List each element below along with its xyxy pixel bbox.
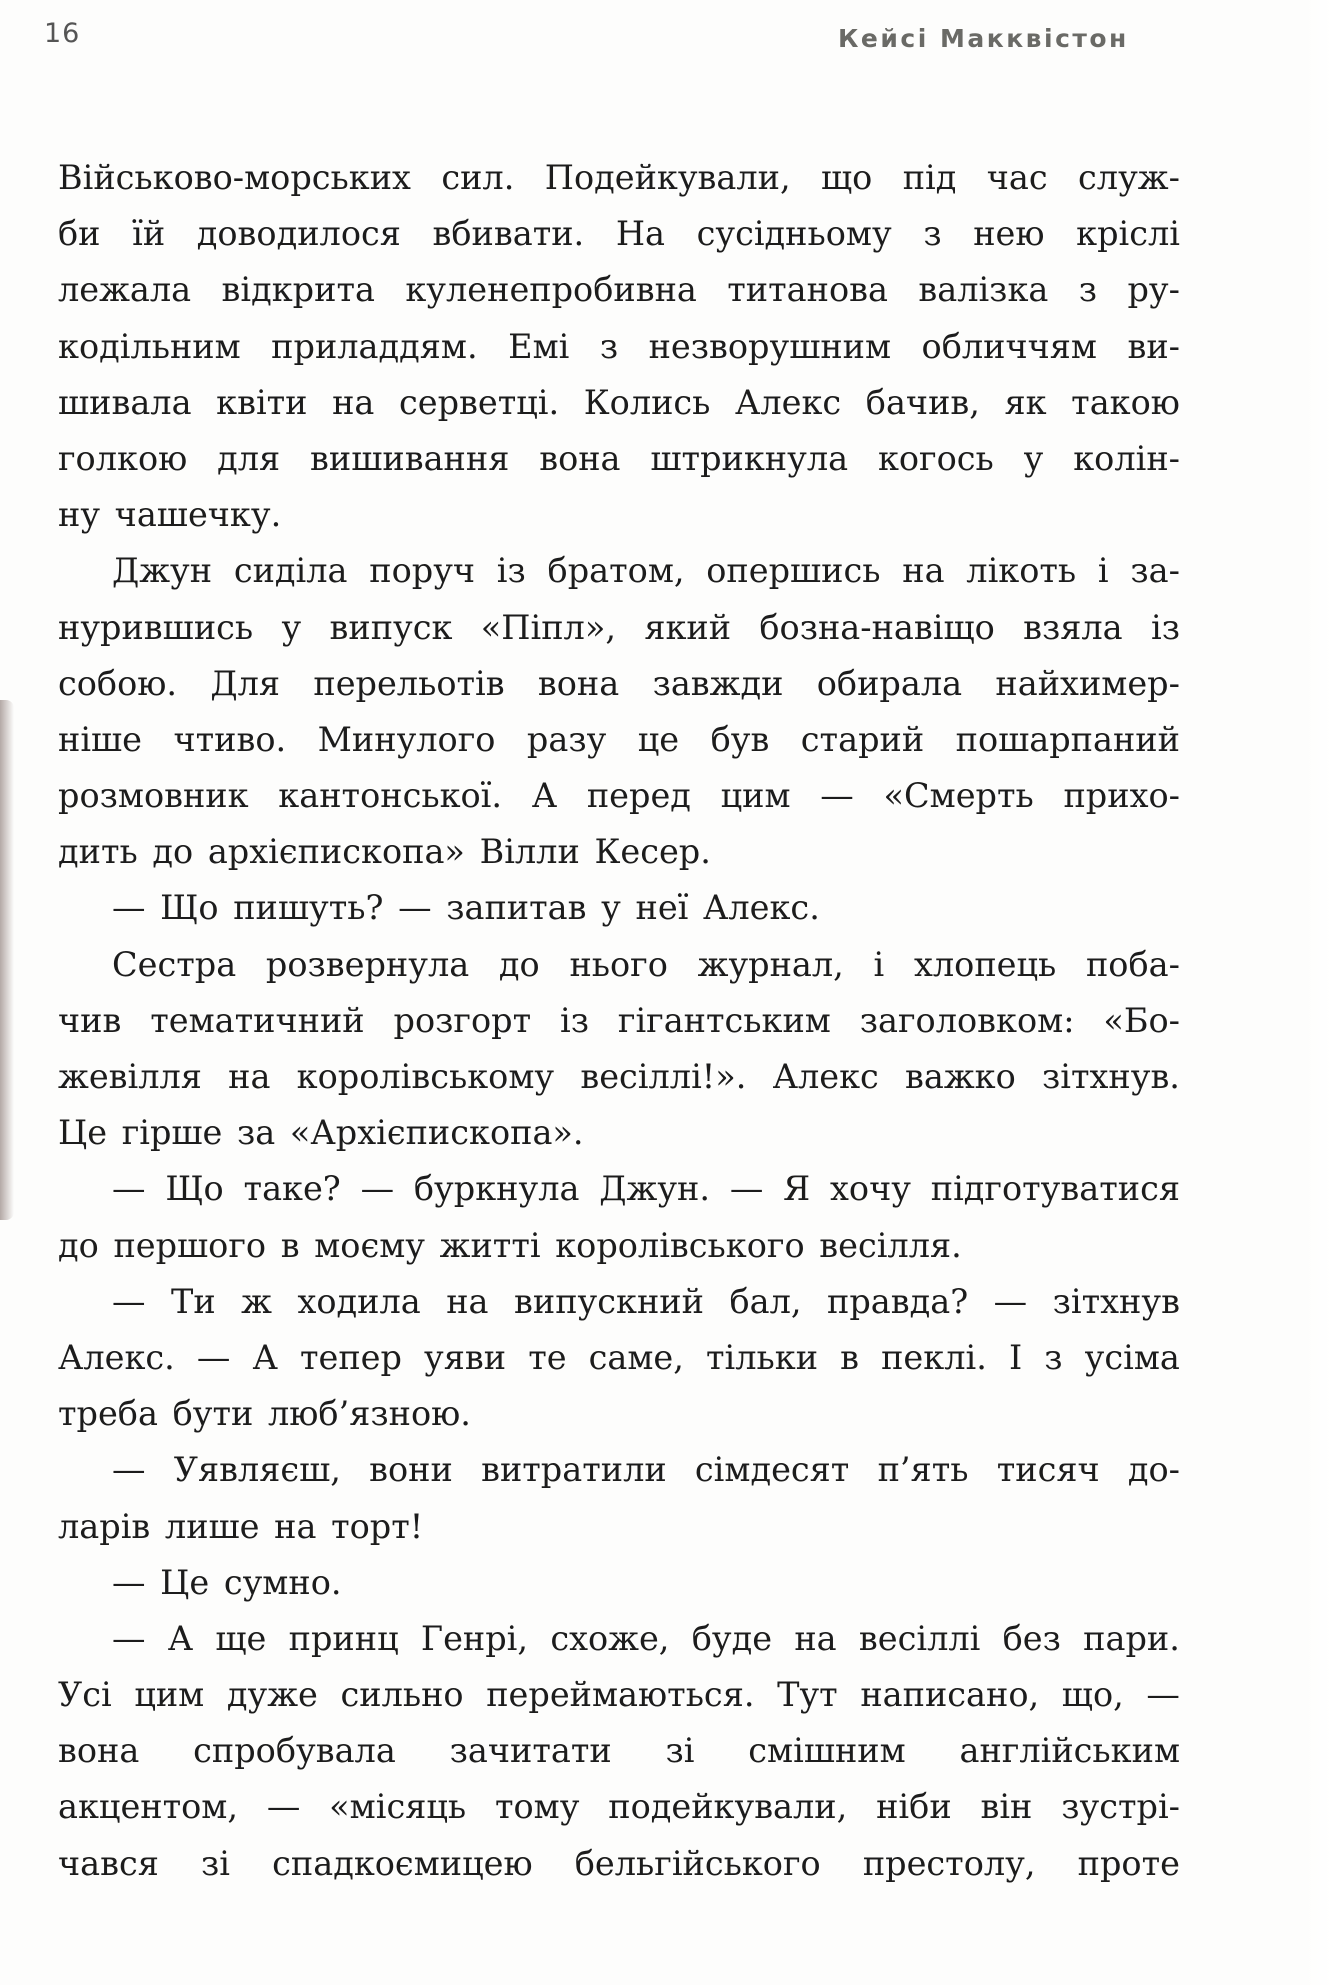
text-line: ну чашечку. xyxy=(58,495,282,535)
page-number: 16 xyxy=(44,18,81,49)
text-line: нурившись у випуск «Піпл», який бозна-навіщо взяла із xyxy=(58,607,1180,647)
text-line: акцентом, — «місяць тому подейкували, ніби він зустрі- xyxy=(58,1787,1180,1827)
text-line: ніше чтиво. Минулого разу це був старий пошарпаний xyxy=(58,719,1180,759)
text-line: — Уявляєш, вони витратили сімдесят п’ять тисяч до- xyxy=(112,1450,1180,1490)
text-line: ларів лише на торт! xyxy=(58,1506,424,1546)
text-line: — Це сумно. xyxy=(112,1562,342,1602)
text-line: Усі цим дуже сильно переймаються. Тут написано, що, — xyxy=(58,1675,1180,1715)
text-line: — Ти ж ходила на випускний бал, правда? — зітхнув xyxy=(112,1281,1180,1321)
text-line: голкою для вишивання вона штрикнула когось у колін- xyxy=(58,438,1180,478)
text-line: кодільним приладдям. Емі з незворушним обличчям ви- xyxy=(58,326,1180,366)
text-line: шивала квіти на серветці. Колись Алекс бачив, як такою xyxy=(58,382,1180,422)
text-line: Це гірше за «Архієпископа». xyxy=(58,1113,584,1153)
text-line: Алекс. — А тепер уяви те саме, тільки в пеклі. І з усіма xyxy=(58,1337,1180,1377)
text-line: би їй доводилося вбивати. На сусідньому з нею кріслі xyxy=(58,214,1180,254)
page-edge xyxy=(1305,0,1333,1985)
text-line: треба бути люб’язною. xyxy=(58,1394,471,1434)
text-line: дить до архієпископа» Вілли Кесер. xyxy=(58,832,711,872)
text-line: чив тематичний розгорт із гігантським заголовком: «Бо- xyxy=(58,1000,1180,1040)
text-line: чався зі спадкоємицею бельгійського престолу, проте xyxy=(58,1843,1180,1883)
text-line: розмовник кантонської. А перед цим — «Смерть прихо- xyxy=(58,776,1180,816)
text-line: Джун сиділа поруч із братом, опершись на лікоть і за- xyxy=(112,551,1180,591)
text-line: лежала відкрита куленепробивна титанова валізка з ру- xyxy=(58,270,1180,310)
text-line: жевілля на королівському весіллі!». Алекс важко зітхнув. xyxy=(58,1057,1180,1096)
page-header xyxy=(0,18,1333,58)
text-line: Військово-морських сил. Подейкували, що під час служ- xyxy=(58,158,1180,197)
text-line: до першого в моєму житті королівського весілля. xyxy=(58,1225,962,1265)
running-title: Кейсі Макквістон xyxy=(838,24,1129,53)
text-line: собою. Для перельотів вона завжди обирала найхимер- xyxy=(58,663,1180,703)
text-line: — А ще принц Генрі, схоже, буде на весіллі без пари. xyxy=(112,1618,1180,1658)
scan-edge-shadow xyxy=(0,700,14,1220)
text-line: — Що таке? — буркнула Джун. — Я хочу підготуватися xyxy=(112,1169,1180,1209)
text-line: вона спробувала зачитати зі смішним англійським xyxy=(58,1731,1180,1771)
text-line: — Що пишуть? — запитав у неї Алекс. xyxy=(112,888,820,928)
text-line: Сестра розвернула до нього журнал, і хлопець поба- xyxy=(112,944,1180,984)
body-text xyxy=(58,150,1180,1892)
